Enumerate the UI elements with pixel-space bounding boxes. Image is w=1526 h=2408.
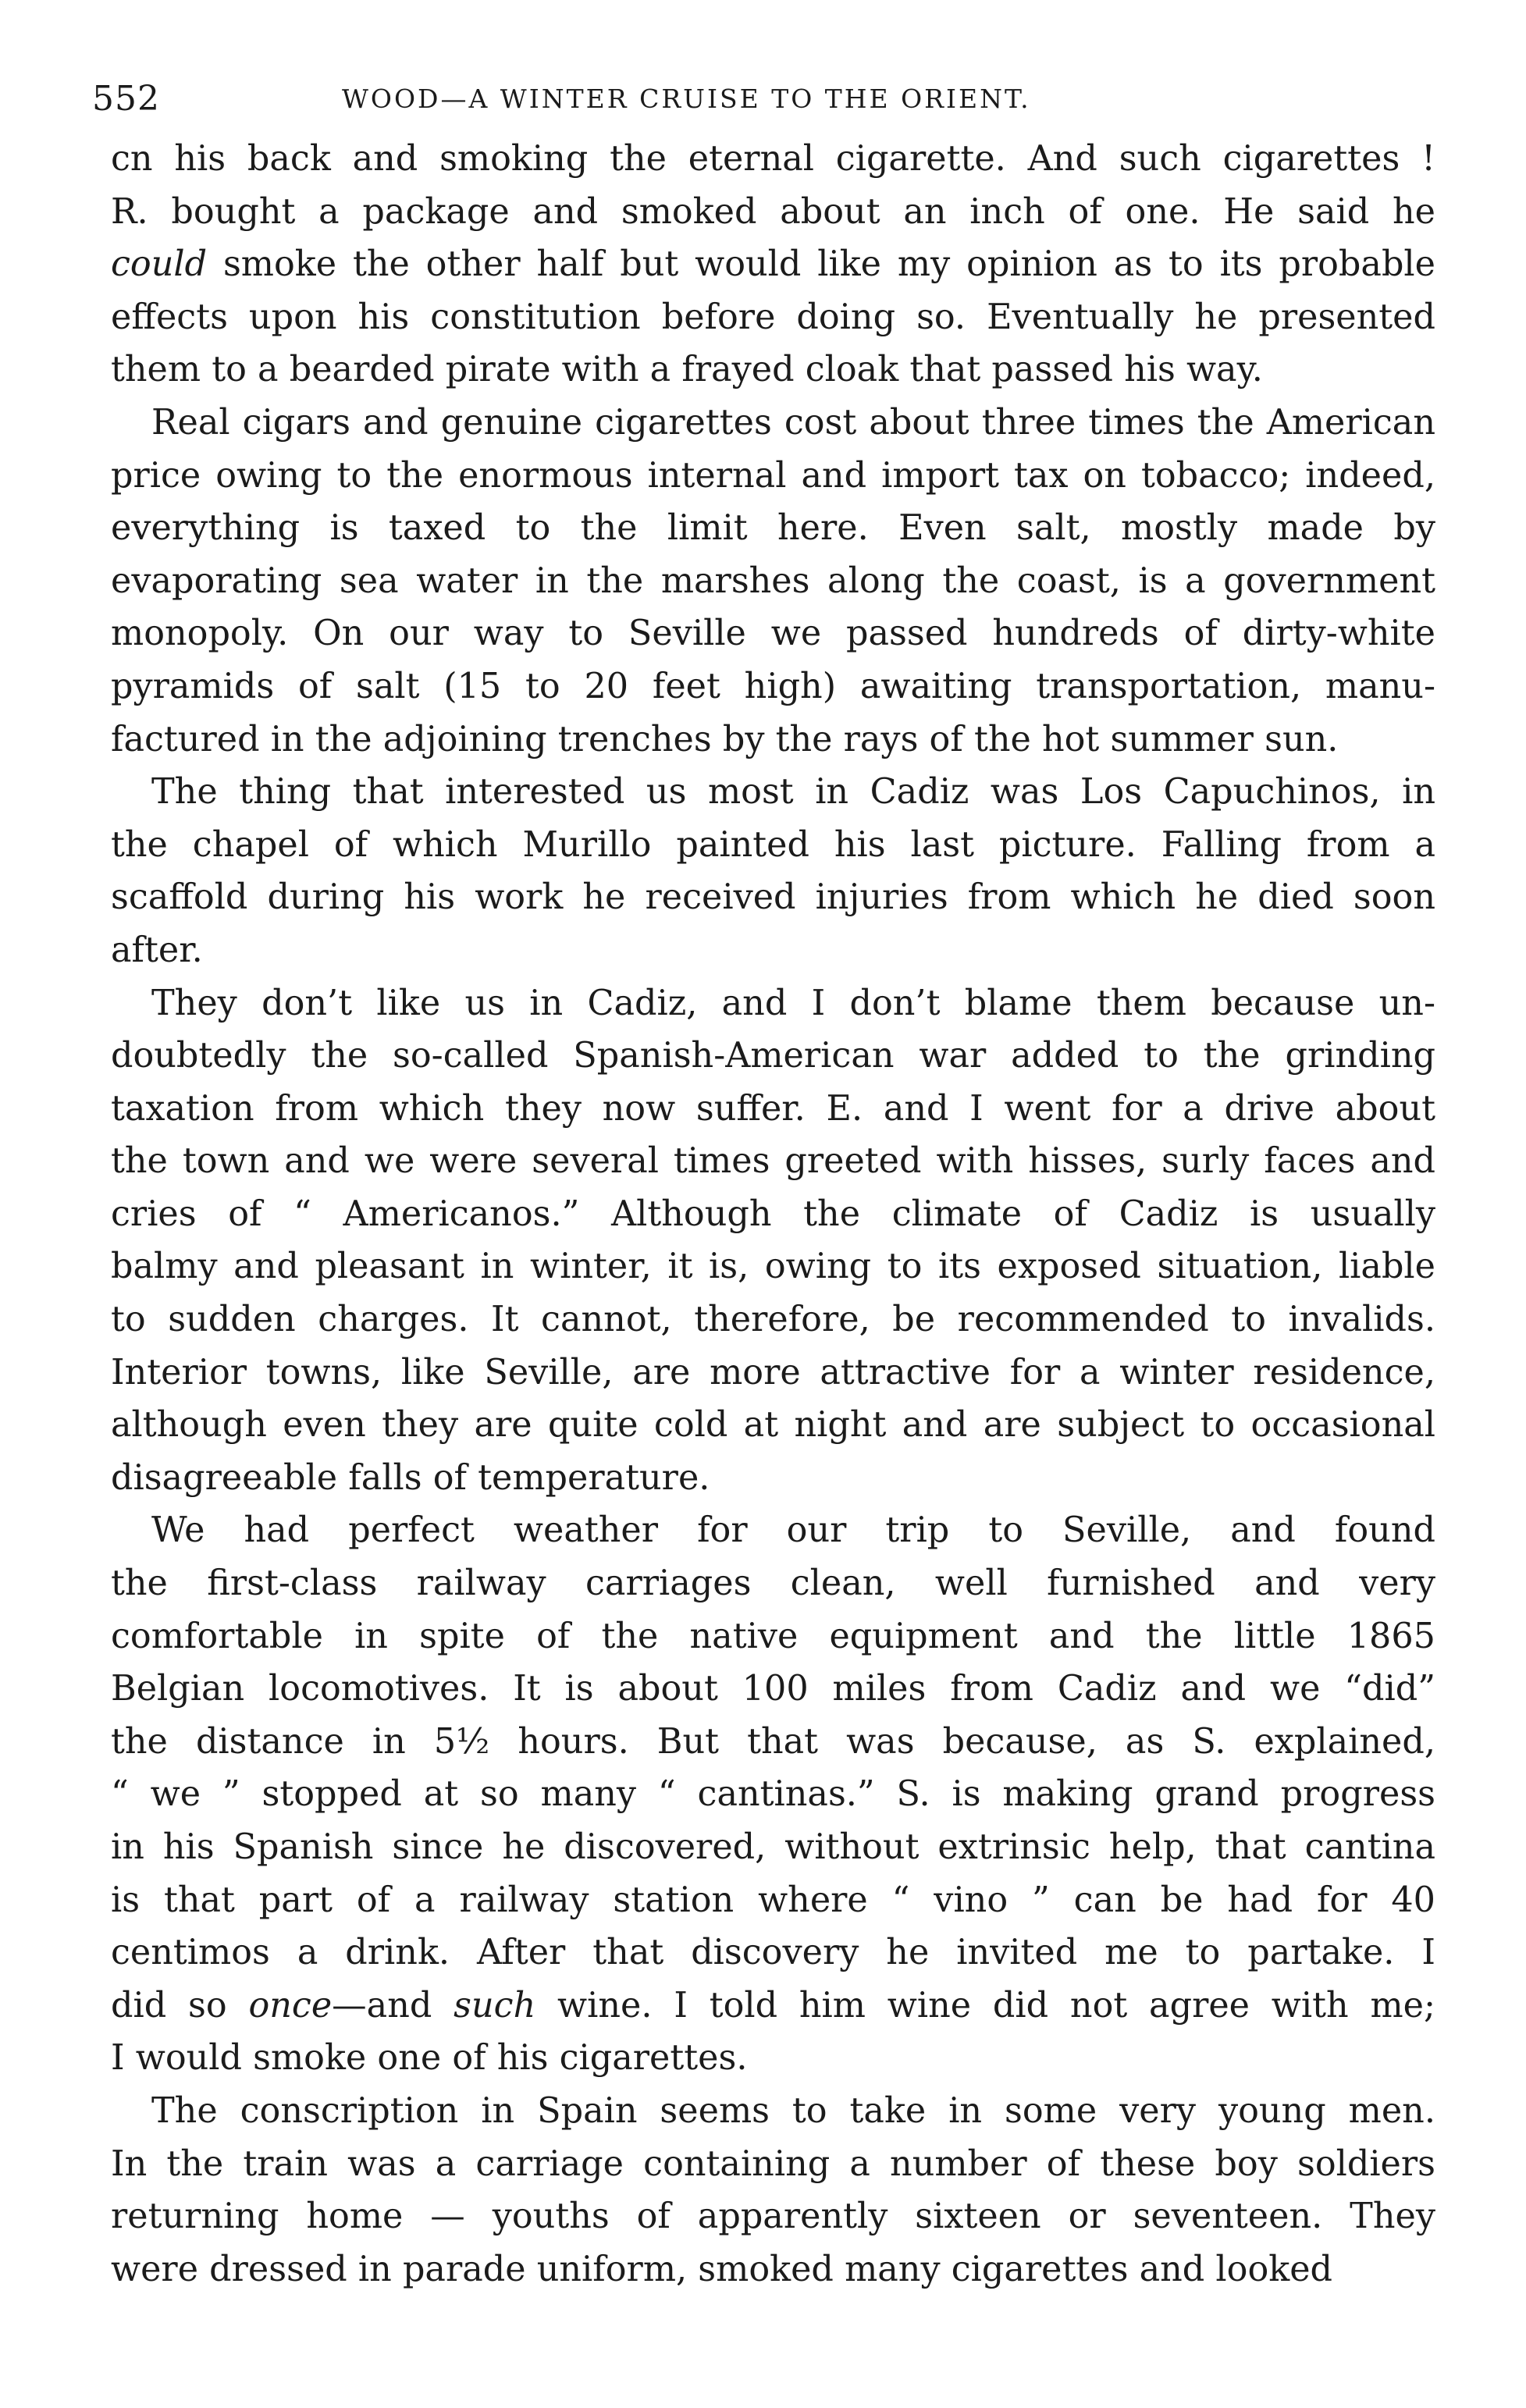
text-line: Belgian locomotives. It is about 100 miles from Cadiz and we “did” [111, 1669, 1435, 1709]
text-line: evaporating sea water in the marshes along the coast, is a government [111, 560, 1435, 601]
text-line: We had perfect weather for our trip to Seville, and found [151, 1510, 1435, 1551]
text-line: could smoke the other half but would like my opinion as to its probable [111, 244, 1435, 285]
text-line: the distance in 5½ hours. But that was because, as S. explained, [111, 1721, 1435, 1762]
text-line: Interior towns, like Seville, are more attractive for a winter residence, [111, 1352, 1435, 1393]
text-line: the first-class railway carriages clean, well furnished and very [111, 1563, 1435, 1604]
text-line: centimos a drink. After that discovery he invited me to partake. I [111, 1933, 1435, 1973]
text-line: did so once—and such wine. I told him wine did not agree with me; [111, 1985, 1435, 2026]
paragraph [111, 133, 1435, 397]
page-header [92, 72, 1435, 126]
text-line: everything is taxed to the limit here. Even salt, mostly made by [111, 508, 1435, 549]
text-line: price owing to the enormous internal and import tax on tobacco; indeed, [111, 455, 1435, 496]
text-line: The conscription in Spain seems to take in some very young men. [151, 2090, 1435, 2131]
text-line: comfortable in spite of the native equipment and the little 1865 [111, 1616, 1435, 1656]
text-line: returning home — youths of apparently sixteen or seventeen. They [111, 2196, 1435, 2237]
text-line: balmy and pleasant in winter, it is, owing to its exposed situation, liable [111, 1247, 1435, 1287]
text-line: cries of “ Americanos.” Although the climate of Cadiz is usually [111, 1193, 1435, 1234]
text-line: In the train was a carriage containing a number of these boy soldiers [111, 2143, 1435, 2184]
text-line: effects upon his constitution before doing so. Eventually he presented [111, 297, 1435, 337]
text-line: were dressed in parade uniform, smoked many cigarettes and looked [111, 2249, 1333, 2289]
text-line: R. bought a package and smoked about an inch of one. He said he [111, 191, 1435, 232]
page-number: 552 [92, 79, 160, 119]
paragraph [111, 1504, 1435, 2085]
text-line: taxation from which they now suffer. E. and I went for a drive about [111, 1088, 1435, 1129]
text-line: “ we ” stopped at so many “ cantinas.” S. is making grand progress [111, 1774, 1435, 1815]
text-line: in his Spanish since he discovered, without extrinsic help, that cantina [111, 1827, 1435, 1867]
text-line: pyramids of salt (15 to 20 feet high) awaiting transportation, manu- [111, 666, 1435, 706]
text-line: after. [111, 930, 203, 970]
text-line: doubtedly the so-called Spanish-American war added to the grinding [111, 1036, 1435, 1076]
text-line: They don’t like us in Cadiz, and I don’t blame them because un- [151, 983, 1435, 1023]
text-line: is that part of a railway station where “ vino ” can be had for 40 [111, 1880, 1435, 1920]
running-head: WOOD—A WINTER CRUISE TO THE ORIENT. [342, 84, 1031, 114]
text-line: disagreeable falls of temperature. [111, 1457, 710, 1498]
text-line: monopoly. On our way to Seville we passed hundreds of dirty-white [111, 614, 1435, 654]
body-text [111, 133, 1435, 2296]
text-line: scaffold during his work he received injuries from which he died soon [111, 877, 1435, 918]
text-line: I would smoke one of his cigarettes. [111, 2038, 748, 2079]
paragraph [111, 977, 1435, 1505]
text-line: The thing that interested us most in Cadiz was Los Capuchinos, in [151, 772, 1435, 813]
text-line: Real cigars and genuine cigarettes cost about three times the American [151, 402, 1435, 443]
paragraph [111, 397, 1435, 766]
text-line: cn his back and smoking the eternal cigarette. And such cigarettes ! [111, 139, 1435, 179]
text-line: the chapel of which Murillo painted his last picture. Falling from a [111, 824, 1435, 865]
text-line: the town and we were several times greeted with hisses, surly faces and [111, 1141, 1435, 1182]
text-line: to sudden charges. It cannot, therefore, be recommended to invalids. [111, 1300, 1435, 1340]
text-line: factured in the adjoining trenches by the rays of the hot summer sun. [111, 719, 1339, 759]
text-line: although even they are quite cold at night and are subject to occasional [111, 1405, 1435, 1446]
paragraph [111, 2085, 1435, 2296]
text-line: them to a bearded pirate with a frayed cloak that passed his way. [111, 350, 1263, 390]
paragraph [111, 766, 1435, 976]
